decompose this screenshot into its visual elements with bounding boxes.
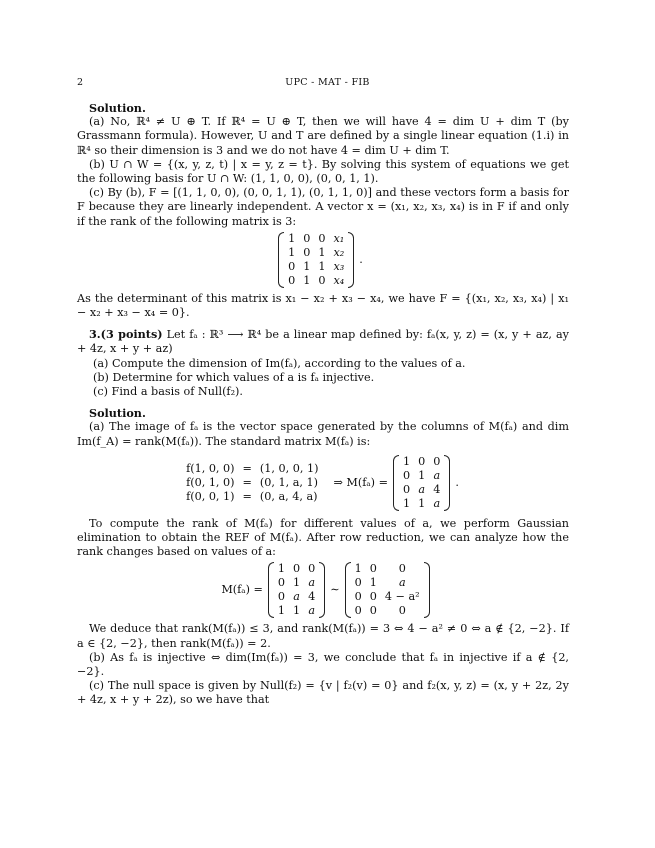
equation-system <box>77 455 569 511</box>
matrix-cell: 1 <box>318 259 326 273</box>
eq-rhs: (0, 1, a, 1) <box>259 475 318 489</box>
matrix-cell: 1 <box>293 576 301 590</box>
problem-3-item-b: (b) Determine for which values of a is fₐ injective. <box>93 370 375 384</box>
matrix-cell: 0 <box>418 454 426 468</box>
problem-3-label: 3.(3 points) <box>89 327 163 342</box>
matrix-cell: 0 <box>308 562 316 576</box>
standard-matrix-table <box>399 455 444 511</box>
matrix-cell: 0 <box>318 273 326 287</box>
matrix-cell: x₂ <box>333 245 345 259</box>
page-number: 2 <box>77 77 84 88</box>
matrix-cell: 0 <box>354 576 362 590</box>
matrix-cell: a <box>293 590 300 604</box>
matrix-cell: 1 <box>369 576 377 590</box>
right-paren <box>424 562 430 618</box>
matrix-cell: 0 <box>369 590 377 604</box>
matrix-cell: 1 <box>288 245 296 259</box>
matrix-cell: 1 <box>303 259 311 273</box>
matrix-cell: 1 <box>318 245 326 259</box>
matrix-cell: 0 <box>303 231 311 245</box>
matrix-cell: a <box>433 468 441 482</box>
standard-matrix <box>393 455 450 511</box>
solution-2-heading: Solution. <box>89 406 146 421</box>
deduce-paragraph: We deduce that rank(M(fₐ)) ≤ 3, and rank(M(fₐ)) = 3 ⇔ 4 − a² ≠ 0 ⇔ a ∉ {2, −2}. If a ∈ {2, −2}, then rank(M(fₐ)) = 2. <box>77 622 569 650</box>
eq-lhs: f(0, 1, 0) <box>186 475 235 489</box>
matrix-cell: x₃ <box>333 259 345 273</box>
matrix-cell: 0 <box>354 604 362 618</box>
rank-matrix-table <box>284 232 348 288</box>
matrix-cell: a <box>398 576 406 590</box>
matrix-cell: 1 <box>402 496 411 510</box>
determinant-paragraph: As the determinant of this matrix is x₁ − x₂ + x₃ − x₄, we have F = {(x₁, x₂, x₃, x₄) | x₁ − x₂ + x₃ − x₄ = 0}. <box>77 291 569 320</box>
matrix-cell: 0 <box>288 273 296 287</box>
matrix-cell: a <box>418 482 425 496</box>
eq-lhs: f(1, 0, 0) <box>186 461 235 475</box>
matrix-cell: 1 <box>277 562 286 576</box>
matrix-period: . <box>359 252 363 266</box>
matrix-cell: x₁ <box>333 231 345 245</box>
eq-rel: = <box>242 475 252 489</box>
implies-label: ⇒ M(fₐ) = <box>333 475 388 489</box>
matrix-cell: 0 <box>398 604 406 618</box>
solution-2-part-a: (a) The image of fₐ is the vector space generated by the columns of M(fₐ) and dim Im(f_A) = rank(M(fₐ)). The standard matrix M(fₐ) is: <box>77 420 569 448</box>
matrix-cell: 1 <box>288 231 296 245</box>
original-matrix <box>268 562 325 618</box>
matrix-cell: 1 <box>418 468 426 482</box>
rank-matrix <box>278 232 354 288</box>
matrix-cell: 4 <box>308 590 316 604</box>
matrix-cell: 0 <box>369 604 377 618</box>
page-header <box>77 76 578 90</box>
ref-lhs: M(fₐ) = <box>221 583 263 597</box>
matrix-cell: 0 <box>318 231 326 245</box>
matrix-cell: 1 <box>402 454 411 468</box>
original-matrix-table <box>274 562 319 618</box>
running-head: UPC - MAT - FIB <box>285 77 370 88</box>
gaussian-paragraph: To compute the rank of M(fₐ) for different values of a, we perform Gaussian elimination to obtain the REF of M(fₐ). After row reduction, we can analyze how the rank changes based on values of a: <box>77 516 569 559</box>
solution-1-heading: Solution. <box>89 101 146 115</box>
solution-2-part-b: (b) As fₐ is injective ⇔ dim(Im(fₐ)) = 3, we conclude that fₐ in injective if a ∉ {2, −2}. <box>77 650 569 679</box>
matrix-cell: 0 <box>277 576 286 590</box>
matrix-cell: 0 <box>293 562 301 576</box>
matrix-cell: 1 <box>303 273 311 287</box>
matrix-cell: a <box>433 496 441 510</box>
matrix-cell: 0 <box>398 562 406 576</box>
solution-1-part-b: (b) U ∩ W = {(x, y, z, t) | x = y, z = t}. By solving this system of equations we get the following basis for U ∩ W: (1, 1, 0, 0), (0, 0, 1, 1). <box>77 157 569 186</box>
matrix-cell: 1 <box>354 562 362 576</box>
rank-matrix-block <box>77 232 569 288</box>
matrix-cell: 4 − a² <box>384 590 420 604</box>
matrix-cell: 0 <box>303 245 311 259</box>
eq-rhs: (0, a, 4, a) <box>259 489 318 503</box>
matrix-cell: 1 <box>418 496 426 510</box>
matrix-cell: 4 <box>433 482 441 496</box>
matrix-cell: a <box>308 576 316 590</box>
matrix-cell: 1 <box>277 604 286 618</box>
matrix-cell: 0 <box>433 454 441 468</box>
matrix-cell: x₄ <box>333 273 345 287</box>
image-equations <box>182 462 322 504</box>
page-body <box>77 99 569 708</box>
eq-rel: = <box>242 489 252 503</box>
matrix-cell: 0 <box>369 562 377 576</box>
problem-3-item-c: (c) Find a basis of Null(f₂). <box>93 385 243 399</box>
eq-rhs: (1, 0, 0, 1) <box>259 461 319 475</box>
problem-3-text: Let fₐ : ℝ³ ⟶ ℝ⁴ be a linear map defined by: fₐ(x, y, z) = (x, y + az, ay + 4z, x + y + az) <box>77 328 569 356</box>
solution-2-part-c: (c) The null space is given by Null(f₂) = {v | f₂(v) = 0} and f₂(x, y, z) = (x, y + 2z, 2y + 4z, x + y + 2z), so we have that <box>77 679 569 707</box>
matrix-cell: 1 <box>293 604 301 618</box>
matrix-cell: 0 <box>277 590 286 604</box>
matrix-cell: 0 <box>288 259 296 273</box>
matrix-cell: 0 <box>402 468 411 482</box>
matrix-cell: 0 <box>402 482 411 496</box>
eq-rel: = <box>242 461 252 475</box>
problem-3-items <box>77 357 569 400</box>
eq-lhs: f(0, 0, 1) <box>186 489 235 503</box>
problem-3-statement <box>77 327 569 356</box>
matrix-cell: 0 <box>354 590 362 604</box>
row-reduction-block <box>77 562 569 618</box>
problem-3-item-a: (a) Compute the dimension of Im(fₐ), according to the values of a. <box>93 356 466 370</box>
ref-matrix-table <box>351 562 424 618</box>
similar-symbol: ∼ <box>330 583 340 597</box>
ref-matrix <box>345 562 430 618</box>
solution-1-part-c: (c) By (b), F = [(1, 1, 0, 0), (0, 0, 1, 1), (0, 1, 1, 0)] and these vectors form a basis for F because they are linearly independent. A vector x = (x₁, x₂, x₃, x₄) is in F if and only if the rank of the following matrix is 3: <box>77 186 569 228</box>
solution-1-part-a: (a) No, ℝ⁴ ≠ U ⊕ T. If ℝ⁴ = U ⊕ T, then we will have 4 = dim U + dim T (by Grassmann formula). However, U and T are defined by a single linear equation (1.i) in ℝ⁴ so their dimension is 3 and we do not have 4 = dim U + dim T. <box>77 115 569 157</box>
matrix-cell: a <box>308 604 316 618</box>
matrix-period: . <box>455 475 459 489</box>
